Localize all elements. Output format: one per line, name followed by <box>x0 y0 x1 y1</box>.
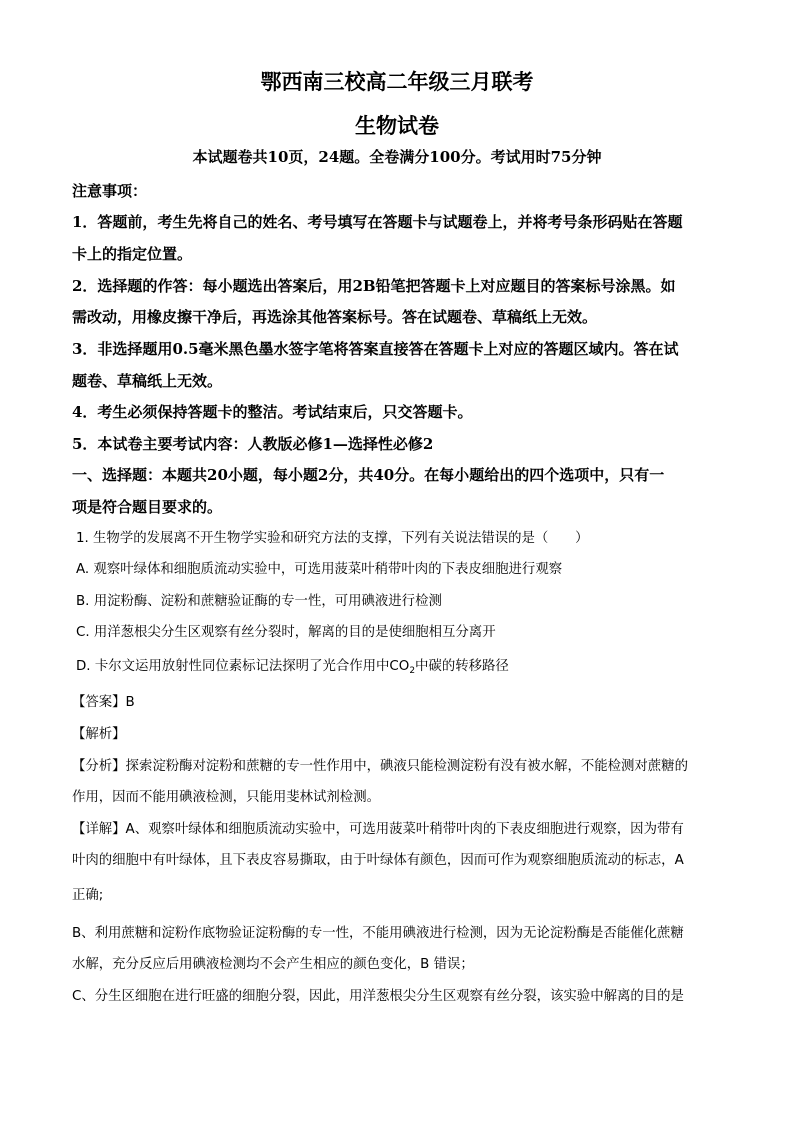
answer: 【答案】B <box>72 695 135 710</box>
analysis-label: 【解析】 <box>72 727 126 742</box>
option-d <box>76 655 509 676</box>
note-1-line-2: 卡上的指定位置。 <box>72 245 193 263</box>
note-5: 5．本试卷主要考试内容：人教版必修1—选择性必修2 <box>72 435 434 453</box>
xiangjie-line-1: 【详解】A、观察叶绿体和细胞质流动实验中，可选用菠菜叶稍带叶肉的下表皮细胞进行观察，因为带有 <box>72 822 684 837</box>
fenxi-line-1: 【分析】探索淀粉酶对淀粉和蔗糖的专一性作用中，碘液只能检测淀粉有没有被水解，不能检测对蔗糖的 <box>72 759 688 774</box>
option-a: A. 观察叶绿体和细胞质流动实验中，可选用菠菜叶稍带叶肉的下表皮细胞进行观察 <box>76 562 563 577</box>
exam-info: 本试题卷共10页，24题。全卷满分100分。考试用时75分钟 <box>192 148 602 166</box>
note-4: 4．考生必须保持答题卡的整洁。考试结束后，只交答题卡。 <box>72 403 473 421</box>
question-1-stem: 1. 生物学的发展离不开生物学实验和研究方法的支撑，下列有关说法错误的是（ ） <box>76 531 589 546</box>
option-b: B. 用淀粉酶、淀粉和蔗糖验证酶的专一性，可用碘液进行检测 <box>76 594 442 609</box>
option-c: C. 用洋葱根尖分生区观察有丝分裂时，解离的目的是使细胞相互分离开 <box>76 625 496 640</box>
xiangjie-line-2: 叶肉的细胞中有叶绿体，且下表皮容易撕取，由于叶绿体有颜色，因而可作为观察细胞质流动的标志，A <box>72 853 684 868</box>
notes-heading: 注意事项： <box>72 182 148 200</box>
xiangjie-line-3: 正确; <box>72 888 104 903</box>
option-d-text-2: 中碳的转移路径 <box>415 659 509 674</box>
note-1-line-1: 1．答题前，考生先将自己的姓名、考号填写在答题卡与试题卷上，并将考号条形码贴在答题 <box>72 213 683 231</box>
section-heading-line-1: 一、选择题：本题共20小题，每小题2分，共40分。在每小题给出的四个选项中，只有一 <box>72 466 665 484</box>
explain-b-line-1: B、利用蔗糖和淀粉作底物验证淀粉酶的专一性，不能用碘液进行检测，因为无论淀粉酶是否能催化蔗糖 <box>72 926 684 941</box>
section-heading-line-2: 项是符合题目要求的。 <box>72 498 223 516</box>
note-2-line-2: 需改动，用橡皮擦干净后，再选涂其他答案标号。答在试题卷、草稿纸上无效。 <box>72 308 598 326</box>
exam-title: 鄂西南三校高二年级三月联考 <box>260 69 534 94</box>
explain-b-line-2: 水解，充分反应后用碘液检测均不会产生相应的颜色变化，B 错误； <box>72 957 474 972</box>
note-3-line-1: 3．非选择题用0.5毫米黑色墨水签字笔将答案直接答在答题卡上对应的答题区域内。答在试 <box>72 340 679 358</box>
note-2-line-1: 2．选择题的作答：每小题选出答案后，用2B铅笔把答题卡上对应题目的答案标号涂黑。如 <box>72 277 676 295</box>
explain-c-line-1: C、分生区细胞在进行旺盛的细胞分裂，因此，用洋葱根尖分生区观察有丝分裂，该实验中解离的目的是 <box>72 989 684 1004</box>
fenxi-line-2: 作用，因而不能用碘液检测，只能用斐林试剂检测。 <box>72 790 380 805</box>
note-3-line-2: 题卷、草稿纸上无效。 <box>72 372 223 390</box>
exam-subject: 生物试卷 <box>355 113 439 138</box>
option-d-formula: CO <box>389 659 410 674</box>
option-d-text-1: D. 卡尔文运用放射性同位素标记法探明了光合作用中 <box>76 659 390 674</box>
option-d-formula-subscript: 2 <box>409 666 416 676</box>
